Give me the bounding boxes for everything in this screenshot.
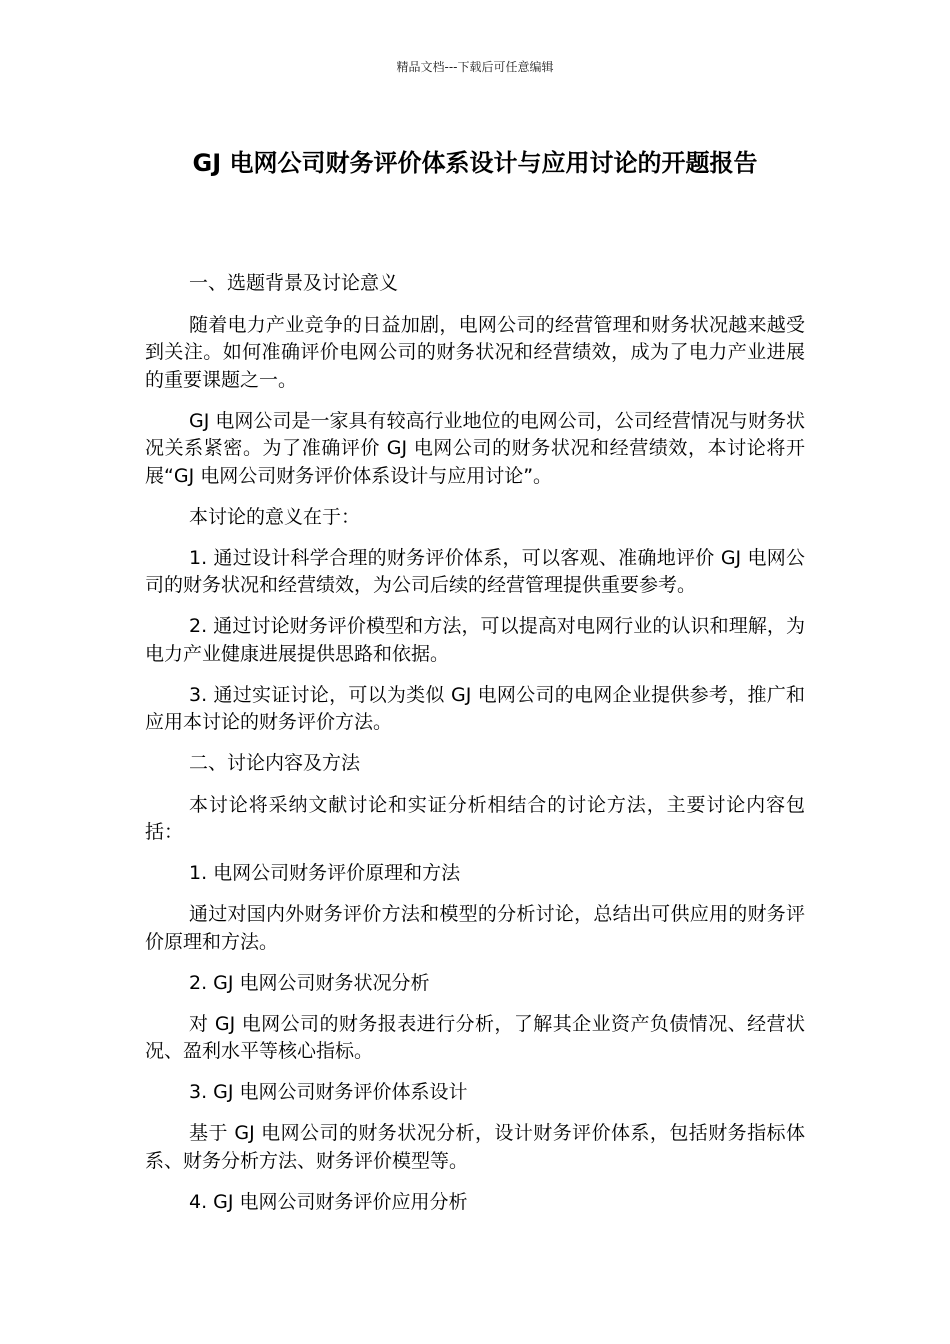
- list-item-content-1-body: 通过对国内外财务评价方法和模型的分析讨论，总结出可供应用的财务评价原理和方法。: [145, 903, 805, 953]
- list-item-content-3-body: 基于 GJ 电网公司的财务状况分析，设计财务评价体系，包括财务指标体系、财务分析方法、财务评价模型等。: [145, 1122, 805, 1172]
- paragraph-methods-intro: 本讨论将采纳文献讨论和实证分析相结合的讨论方法，主要讨论内容包括：: [145, 793, 805, 843]
- list-item-content-4-title: 4. GJ 电网公司财务评价应用分析: [189, 1190, 468, 1213]
- list-item-significance-3: 3. 通过实证讨论，可以为类似 GJ 电网公司的电网企业提供参考，推广和应用本讨论的财务评价方法。: [145, 683, 805, 733]
- paragraph-background: 随着电力产业竞争的日益加剧，电网公司的经营管理和财务状况越来越受到关注。如何准确评价电网公司的财务状况和经营绩效，成为了电力产业进展的重要课题之一。: [145, 313, 805, 391]
- list-item-content-2-body: 对 GJ 电网公司的财务报表进行分析，了解其企业资产负债情况、经营状况、盈利水平等核心指标。: [145, 1012, 805, 1062]
- section-heading-background: 一、选题背景及讨论意义: [189, 272, 399, 294]
- paragraph-company-intro: GJ 电网公司是一家具有较高行业地位的电网公司，公司经营情况与财务状况关系紧密。为了准确评价 GJ 电网公司的财务状况和经营绩效，本讨论将开展“GJ 电网公司财务评价体系设计与应用讨论”。: [145, 409, 805, 487]
- section-heading-content-methods: 二、讨论内容及方法: [189, 752, 361, 774]
- list-item-significance-2: 2. 通过讨论财务评价模型和方法，可以提高对电网行业的认识和理解，为电力产业健康进展提供思路和依据。: [145, 615, 805, 665]
- list-item-content-3-title: 3. GJ 电网公司财务评价体系设计: [189, 1081, 468, 1103]
- document-body: [145, 270, 805, 1230]
- list-item-significance-1: 1. 通过设计科学合理的财务评价体系，可以客观、准确地评价 GJ 电网公司的财务状况和经营绩效，为公司后续的经营管理提供重要参考。: [145, 546, 805, 596]
- list-item-content-1-title: 1. 电网公司财务评价原理和方法: [189, 862, 461, 884]
- page-header-note: 精品文档---下载后可任意编辑: [396, 60, 554, 74]
- document-title: GJ 电网公司财务评价体系设计与应用讨论的开题报告: [192, 149, 758, 177]
- list-item-content-2-title: 2. GJ 电网公司财务状况分析: [189, 971, 430, 994]
- paragraph-significance-intro: 本讨论的意义在于：: [189, 505, 361, 528]
